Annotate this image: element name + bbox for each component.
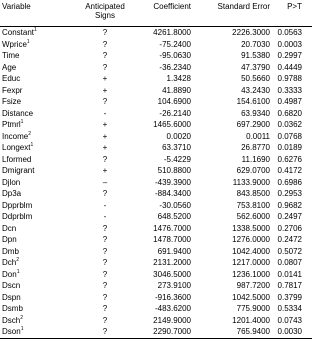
table-row [0,177,312,189]
anticipated-sign-cell: + [102,120,108,129]
table-row [0,269,312,281]
variable-name: Ptmrl [2,120,21,129]
variable-cell [2,201,32,210]
footnote-marker: 1 [26,38,30,45]
variable-cell [2,178,20,187]
p-value-cell: 0.0768 [277,131,302,141]
standard-error-cell: 63.9340 [241,108,270,118]
coefficient-cell: -916.3600 [154,292,191,302]
anticipated-sign-cell: + [102,166,108,175]
variable-name: Dcn [2,223,17,233]
standard-error-cell: 91.5380 [241,51,270,60]
variable-cell [2,224,16,233]
header-anticipated-signs [80,2,130,20]
footnote-marker: 1 [16,268,20,275]
standard-error-cell: 765.9400 [236,327,270,336]
variable-cell [2,51,19,60]
variable-cell [2,63,16,72]
coefficient-cell: -36.2340 [159,62,191,72]
variable-name: Educ [2,74,21,83]
variable-cell [2,293,21,302]
anticipated-sign-cell: ? [102,315,108,325]
variable-cell [2,258,19,267]
coefficient-cell: 691.9400 [157,246,191,256]
table-row [0,292,312,304]
anticipated-sign-cell: + [102,74,108,83]
anticipated-sign-cell: ? [102,281,108,290]
footnote-marker: 1 [34,27,37,33]
p-value-cell: 0.0563 [277,28,302,37]
anticipated-sign-cell: - [103,200,107,210]
variable-name: Dpn [2,235,17,244]
standard-error-cell: 987.7200 [236,281,270,290]
table-row [0,154,312,166]
p-value-cell: 0.0362 [277,120,302,129]
table-row [0,96,312,108]
variable-name: Ddprblm [2,212,33,221]
p-value-cell: 0.2497 [277,212,302,221]
anticipated-sign-cell: ? [102,28,108,37]
anticipated-sign-cell: ? [102,327,108,336]
header-p-value: P>T [287,2,302,11]
variable-cell [2,132,31,141]
p-value-cell: 0.7817 [277,281,302,290]
table-row [0,142,312,154]
anticipated-sign-cell: ? [102,292,108,302]
coefficient-cell: 2131.2000 [153,258,191,267]
anticipated-sign-cell: ? [102,51,108,60]
coefficient-cell: -884.3400 [154,189,191,198]
p-value-cell: 0.9788 [277,74,302,83]
coefficient-cell: 0.0020 [166,131,191,141]
variable-name: Dson [2,327,21,336]
table-row [0,257,312,269]
standard-error-cell: 47.3790 [241,62,270,72]
variable-cell [2,270,19,279]
header-standard-error: Standard Error [217,2,270,11]
table-row [0,303,312,315]
variable-name: Dsmb [2,304,23,313]
coefficient-cell: -30.0560 [159,200,191,210]
anticipated-sign-cell: ? [102,304,108,313]
p-value-cell: 0.5072 [277,246,302,256]
variable-name: Distance [2,108,34,118]
header-signs-line1: Anticipated [85,2,125,11]
table-row [0,50,312,62]
table-row [0,73,312,85]
anticipated-sign-cell: - [103,108,107,118]
variable-cell [2,74,20,83]
table-row [0,280,312,292]
p-value-cell: 0.6820 [277,108,302,118]
p-value-cell: 0.9682 [277,200,302,210]
coefficient-cell: 2290.7000 [153,327,191,336]
variable-cell [2,109,33,118]
variable-name: Fexpr [2,85,23,95]
anticipated-sign-cell: ? [102,39,108,49]
standard-error-cell: 629.0700 [236,166,270,175]
coefficient-cell: 1465.6000 [153,120,191,129]
standard-error-cell: 753.8100 [236,200,270,210]
p-value-cell: 0.2472 [277,235,302,244]
standard-error-cell: 50.5660 [241,74,270,83]
standard-error-cell: 1042.4000 [232,246,270,256]
p-value-cell: 0.6276 [277,154,302,164]
p-value-cell: 0.4987 [277,97,302,106]
variable-name: Lformed [2,154,32,164]
coefficient-cell: 1476.7000 [153,223,191,233]
standard-error-cell: 562.6000 [236,212,270,221]
table-row [0,39,312,51]
variable-name: Income [2,131,29,141]
anticipated-sign-cell: ? [102,269,108,279]
standard-error-cell: 154.6100 [236,97,270,106]
coefficient-cell: -439.3900 [154,177,191,187]
header-coefficient: Coefficient [153,2,191,11]
coefficient-cell: 63.3710 [162,143,191,152]
variable-name: Wprice [2,39,27,49]
variable-name: Dpprblm [2,200,33,210]
standard-error-cell: 843.8500 [236,189,270,198]
standard-error-cell: 43.2430 [241,85,270,95]
footnote-marker: 2 [28,130,32,137]
p-value-cell: 0.0807 [277,258,302,267]
anticipated-sign-cell: – [102,177,108,187]
variable-name: Djlon [2,177,21,187]
standard-error-cell: 1042.5000 [232,292,270,302]
footnote-marker: 1 [20,326,24,332]
anticipated-sign-cell: - [103,212,107,221]
footnote-marker: 1 [20,119,24,125]
table-row [0,246,312,258]
variable-cell [2,86,22,95]
variable-name: Dmigrant [2,166,35,175]
variable-name: Constant [2,28,35,37]
standard-error-cell: 11.1690 [241,154,270,164]
variable-cell [2,327,23,336]
anticipated-sign-cell: ? [102,189,108,198]
anticipated-sign-cell: ? [102,235,108,244]
standard-error-cell: 1338.5000 [232,223,270,233]
p-value-cell: 0.2997 [277,51,302,60]
variable-name: Age [2,62,17,72]
p-value-cell: 0.0743 [277,315,302,325]
header-variable: Variable [2,2,31,11]
table-row [0,315,312,327]
standard-error-cell: 1201.4000 [232,315,270,325]
p-value-cell: 0.4172 [277,166,302,175]
variable-cell [2,189,21,198]
p-value-cell: 0.0030 [277,327,302,336]
table-row [0,131,312,143]
anticipated-sign-cell: + [102,131,108,141]
variable-name: Dmb [2,246,19,256]
p-value-cell: 0.4449 [277,62,302,72]
standard-error-cell: 26.8770 [241,143,270,152]
footnote-marker: 2 [20,314,24,321]
table-row [0,188,312,200]
table-row [0,62,312,74]
anticipated-sign-cell: ? [102,246,108,256]
p-value-cell: 0.6986 [277,177,302,187]
variable-name: Dscn [2,281,21,290]
p-value-cell: 0.0189 [277,143,302,152]
variable-cell [2,120,23,129]
coefficient-cell: 4261.8000 [153,28,191,37]
variable-cell [2,281,20,290]
p-value-cell: 0.2706 [277,223,302,233]
standard-error-cell: 1133.9000 [232,177,270,187]
variable-cell [2,304,23,313]
p-value-cell: 0.5334 [277,304,302,313]
variable-cell [2,97,21,106]
standard-error-cell: 697.2900 [236,120,270,129]
variable-cell [2,212,32,221]
table-row [0,27,312,39]
coefficient-cell: 1478.7000 [153,235,191,244]
coefficient-cell: 41.8890 [162,85,191,95]
variable-name: Fsize [2,97,22,106]
variable-cell [2,28,37,37]
coefficient-cell: 273.9100 [157,281,191,290]
coefficient-cell: -26.2140 [159,108,191,118]
coefficient-cell: 1.3428 [166,74,191,83]
standard-error-cell: 775.9000 [236,304,270,313]
standard-error-cell: 20.7030 [241,39,270,49]
anticipated-sign-cell: + [102,85,108,95]
table-header [0,0,312,27]
coefficient-cell: -75.2400 [159,39,191,49]
table-row [0,223,312,235]
anticipated-sign-cell: ? [102,154,108,164]
coefficient-cell: 648.5200 [157,212,191,221]
p-value-cell: 0.3333 [277,85,302,95]
variable-cell [2,316,23,325]
variable-cell [2,166,34,175]
variable-name: Dp3a [2,189,22,198]
variable-cell [2,247,19,256]
standard-error-cell: 1236.1000 [232,269,270,279]
variable-name: Dch [2,258,17,267]
coefficient-cell: -95.0630 [159,51,191,60]
coefficient-cell: 2149.9000 [153,315,191,325]
table-row [0,234,312,246]
anticipated-sign-cell: ? [102,62,108,72]
table-row [0,108,312,120]
footnote-marker: 1 [30,142,34,148]
coefficient-cell: 104.6900 [157,97,191,106]
coefficient-cell: 3046.5000 [153,269,191,279]
p-value-cell: 0.0141 [277,269,302,279]
table-row [0,119,312,131]
variable-name: Dsch [2,315,21,325]
variable-name: Dspn [2,292,21,302]
anticipated-sign-cell: ? [102,258,108,267]
coefficient-cell: -483.6200 [154,304,191,313]
anticipated-sign-cell: ? [102,223,108,233]
anticipated-sign-cell: + [102,143,108,152]
coefficient-cell: -5.4229 [163,154,191,164]
variable-name: Longext [2,143,31,152]
coefficient-cell: 510.8800 [157,166,191,175]
variable-cell [2,235,17,244]
table-row [0,200,312,212]
anticipated-sign-cell: ? [102,97,108,106]
standard-error-cell: 2226.3000 [232,28,270,37]
p-value-cell: 0.3799 [277,292,302,302]
p-value-cell: 0.0003 [277,39,302,49]
variable-cell [2,155,31,164]
p-value-cell: 0.2953 [277,189,302,198]
variable-cell [2,143,33,152]
table-body [0,27,312,339]
table-row [0,165,312,177]
variable-name: Time [2,51,20,60]
variable-name: Don [2,269,17,279]
variable-cell [2,40,30,49]
table-row [0,85,312,97]
standard-error-cell: 0.0011 [246,131,270,141]
standard-error-cell: 1276.0000 [232,235,270,244]
table-row [0,326,312,339]
table-row [0,211,312,223]
footnote-marker: 2 [16,257,20,263]
header-signs-line2: Signs [94,11,115,20]
standard-error-cell: 1217.0000 [232,258,270,267]
